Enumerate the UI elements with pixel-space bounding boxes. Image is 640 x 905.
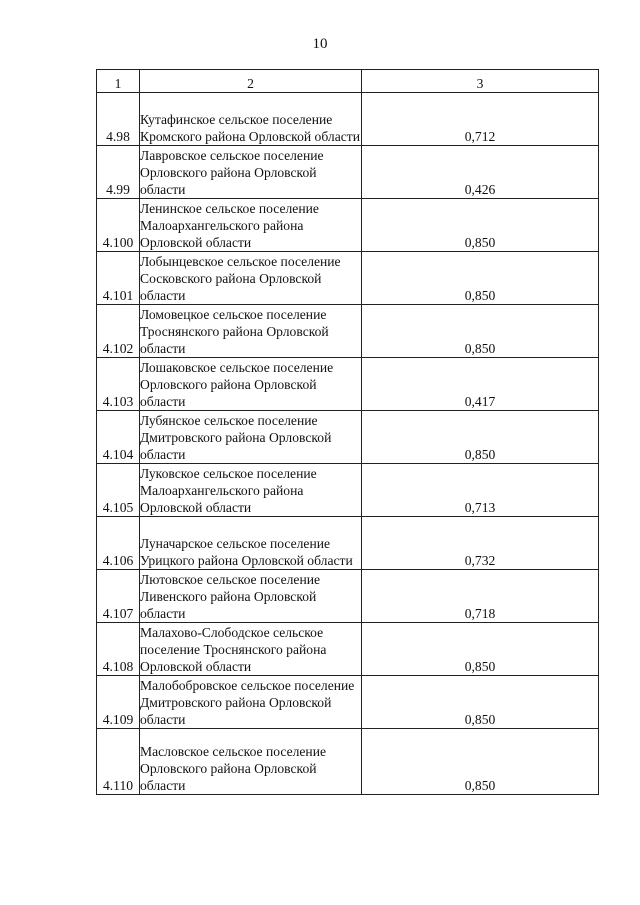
row-number: 4.108	[97, 623, 140, 676]
coefficient-value: 0,850	[362, 199, 599, 252]
row-number: 4.99	[97, 146, 140, 199]
coefficient-value: 0,850	[362, 411, 599, 464]
page-number: 10	[312, 36, 328, 52]
table-body	[97, 70, 599, 795]
row-number: 4.106	[97, 517, 140, 570]
coefficient-value: 0,732	[362, 517, 599, 570]
settlement-name: Кутафинское сельское поселение Кромского района Орловской области	[140, 93, 362, 146]
table-row	[97, 411, 599, 464]
settlement-name: Лубянское сельское поселение Дмитровского района Орловской области	[140, 411, 362, 464]
coefficient-value: 0,850	[362, 729, 599, 795]
coefficient-value: 0,850	[362, 623, 599, 676]
coefficient-value: 0,426	[362, 146, 599, 199]
coefficient-value: 0,850	[362, 252, 599, 305]
row-number: 4.100	[97, 199, 140, 252]
table-row	[97, 623, 599, 676]
settlement-name: Луковское сельское поселение Малоархангельского района Орловской области	[140, 464, 362, 517]
settlement-name: Лютовское сельское поселение Ливенского района Орловской области	[140, 570, 362, 623]
header-col-3: 3	[362, 70, 599, 93]
header-col-2: 2	[140, 70, 362, 93]
table-row	[97, 676, 599, 729]
row-number: 4.101	[97, 252, 140, 305]
row-number: 4.109	[97, 676, 140, 729]
row-number: 4.110	[97, 729, 140, 795]
table-row	[97, 93, 599, 146]
coefficient-value: 0,713	[362, 464, 599, 517]
row-number: 4.107	[97, 570, 140, 623]
settlement-name: Луначарское сельское поселение Урицкого района Орловской области	[140, 517, 362, 570]
settlement-name: Лобынцевское сельское поселение Сосковского района Орловской области	[140, 252, 362, 305]
row-number: 4.102	[97, 305, 140, 358]
table-row	[97, 358, 599, 411]
settlement-name: Масловское сельское поселение Орловского района Орловской области	[140, 729, 362, 795]
row-number: 4.105	[97, 464, 140, 517]
settlement-name: Малахово-Слободское сельское поселение Троснянского района Орловской области	[140, 623, 362, 676]
table-row	[97, 146, 599, 199]
coefficient-value: 0,417	[362, 358, 599, 411]
settlement-name: Малобобровское сельское поселение Дмитровского района Орловской области	[140, 676, 362, 729]
settlement-name: Ленинское сельское поселение Малоархангельского района Орловской области	[140, 199, 362, 252]
table-row	[97, 570, 599, 623]
coefficient-value: 0,712	[362, 93, 599, 146]
settlement-name: Лошаковское сельское поселение Орловского района Орловской области	[140, 358, 362, 411]
header-col-1: 1	[97, 70, 140, 93]
table-row	[97, 464, 599, 517]
table-row	[97, 305, 599, 358]
table-row	[97, 729, 599, 795]
row-number: 4.104	[97, 411, 140, 464]
coefficient-value: 0,850	[362, 305, 599, 358]
coefficient-value: 0,850	[362, 676, 599, 729]
table-row	[97, 252, 599, 305]
row-number: 4.103	[97, 358, 140, 411]
table-row	[97, 199, 599, 252]
settlement-name: Лавровское сельское поселение Орловского района Орловской области	[140, 146, 362, 199]
settlements-table	[96, 69, 599, 795]
row-number: 4.98	[97, 93, 140, 146]
settlement-name: Ломовецкое сельское поселение Троснянского района Орловской области	[140, 305, 362, 358]
table-row	[97, 517, 599, 570]
table-header-row	[97, 70, 599, 93]
coefficient-value: 0,718	[362, 570, 599, 623]
